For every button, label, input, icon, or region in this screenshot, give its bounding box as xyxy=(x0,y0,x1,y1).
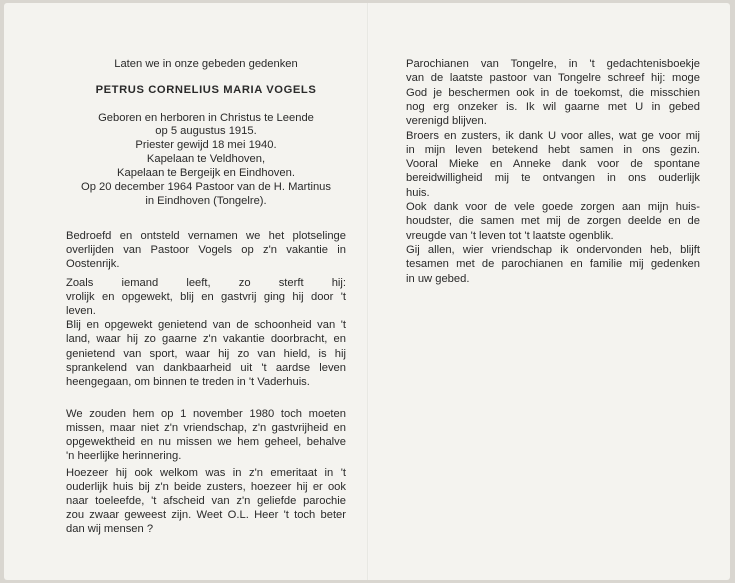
biography-line: Kapelaan te Bergeijk en Eindhoven. xyxy=(117,167,295,179)
message-line: Ook dank voor de vele goede zorgen aan mijn huis- xyxy=(406,201,700,213)
biography-line: op 5 augustus 1915. xyxy=(155,125,257,137)
message-line: Broers en zusters, ik dank U voor alles, wat ge voor mij xyxy=(406,129,700,142)
paragraph-line: vrolijk en opgewekt, blij en gastvrij ging hij door 't xyxy=(66,291,346,304)
paragraph-line: 'n heerlijke herinnering. xyxy=(66,450,182,463)
message-line: vreugde van 't leven tot 't laatste ogenblik. xyxy=(406,229,614,242)
message-line: tesamen met de parochianen en familie mij gedenken xyxy=(406,258,700,271)
biography-line: Kapelaan te Veldhoven, xyxy=(146,153,266,165)
message-line: Gij allen, wier vriendschap ik ondervonden heb, blijft xyxy=(406,243,700,256)
intro-line: Laten we in onze gebeden gedenken xyxy=(114,58,298,70)
message-line: houdster, die samen met mij de zorgen deelde en de xyxy=(406,215,700,228)
deceased-name: PETRUS CORNELIUS MARIA VOGELS xyxy=(95,84,317,96)
message-line: in uw gebed. xyxy=(406,272,470,285)
message-line: van de laatste pastoor van Tongelre schreef hij: moge xyxy=(406,72,700,85)
card-fold xyxy=(367,3,369,580)
message-line: Parochianen van Tongelre, in 't gedachtenisboekje xyxy=(406,58,700,70)
paragraph-line: naar toeleefde, 't afscheid van z'n geliefde parochie xyxy=(66,495,346,508)
message-line: in mijn leven betekend hebt samen in ons gezin. xyxy=(406,143,700,156)
paragraph-line: overlijden van Pastoor Vogels op z'n vakantie in xyxy=(66,244,346,257)
biography-line: Geboren en herboren in Christus te Leende xyxy=(98,112,314,124)
paragraph-line: sprankelend van dankbaarheid uit 't aardse leven xyxy=(66,361,346,374)
paragraph-line: missen, maar niet z'n vriendschap, z'n gastvrijheid en xyxy=(66,422,346,435)
paragraph-line: ouderlijk huis bij z'n beide zusters, hoezeer hij er ook xyxy=(66,481,346,494)
message-line: nog erg onzeker is. Ik wil gaarne met U in gebed xyxy=(406,100,700,113)
biography-line: in Eindhoven (Tongelre). xyxy=(145,195,267,207)
paragraph-line: We zouden hem op 1 november 1980 toch moeten xyxy=(66,408,346,420)
paragraph-line: leven. xyxy=(66,305,96,318)
biography-line: Priester gewijd 18 mei 1940. xyxy=(135,139,277,151)
paragraph-line: Bedroefd en ontsteld vernamen we het plotselinge xyxy=(66,230,346,242)
paragraph-line: heengegaan, om binnen te treden in 't Vaderhuis. xyxy=(66,375,310,388)
paragraph-line: dan wij mensen ? xyxy=(66,523,154,536)
paragraph-line: Oostenrijk. xyxy=(66,258,120,271)
paragraph-line: land, waar hij zo gaarne z'n vakantie doorbracht, en xyxy=(66,333,346,346)
paragraph-line: zou zwaar geweest zijn. Weet O.L. Heer 't toch beter xyxy=(66,509,346,522)
biography-line: Op 20 december 1964 Pastoor van de H. Martinus xyxy=(81,181,331,193)
message-line: verenigd blijven. xyxy=(406,115,487,128)
paragraph-line: Zoals iemand leeft, zo sterft hij: xyxy=(66,277,346,289)
paragraph-line: Hoezeer hij ook welkom was in z'n emeritaat in 't xyxy=(66,467,346,479)
message-line: huis. xyxy=(406,186,430,199)
message-line: God je beschermen ook in de toekomst, die misschien xyxy=(406,86,700,99)
paragraph-line: opgewektheid en nu missen we hem geheel, behalve xyxy=(66,436,346,449)
message-line: Vooral Mieke en Anneke dank voor de spontane xyxy=(406,158,700,171)
paragraph-line: Blij en opgewekt genietend van de schoonheid van 't xyxy=(66,319,346,332)
message-line: bereidwilligheid mij te ontvangen in ons ouderlijk xyxy=(406,172,700,185)
paragraph-line: genietend van sport, waar hij zo van hield, is hij xyxy=(66,347,346,360)
